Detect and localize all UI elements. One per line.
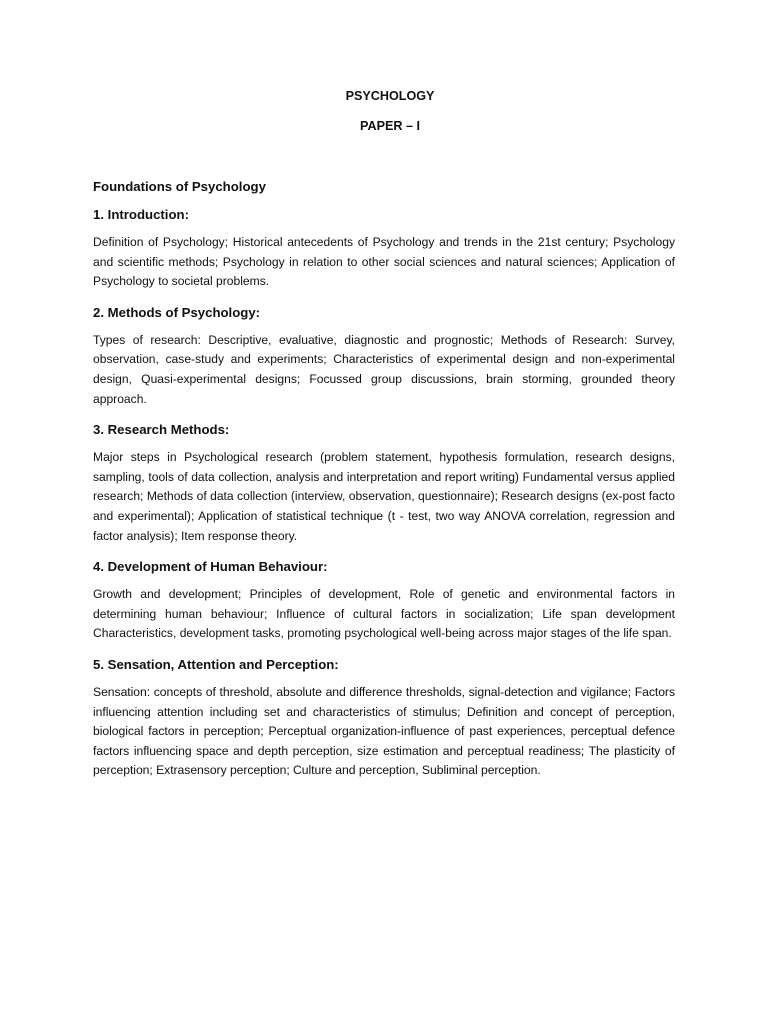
section-body-research-methods: Major steps in Psychological research (problem statement, hypothesis formulation, research designs, sampling, tools of data collection, analysis and interpretation and report writing) Fundamental versus applied research; Methods of data collection (interview, observation, questionnaire); Research designs (ex-post facto and experimental); Application of statistical technique (t - test, two way ANOVA correlation, regression and factor analysis); Item response theory. <box>93 450 675 543</box>
document-title: PSYCHOLOGY <box>345 89 435 103</box>
document-subtitle: PAPER – I <box>360 119 420 133</box>
part-heading: Foundations of Psychology <box>93 179 266 194</box>
document-page <box>93 87 675 793</box>
section-body-introduction: Definition of Psychology; Historical antecedents of Psychology and trends in the 21st century; Psychology and scientific methods; Psychology in relation to other social sciences and natural sciences; Application of Psychology to societal problems. <box>93 235 675 289</box>
section-heading-introduction: 1. Introduction: <box>93 207 189 222</box>
section-body-methods: Types of research: Descriptive, evaluative, diagnostic and prognostic; Methods of Research: Survey, observation, case-study and experiments; Characteristics of experimental design and non-experimental design, Quasi-experimental designs; Focussed group discussions, brain storming, grounded theory approach. <box>93 332 675 406</box>
section-heading-research-methods: 3. Research Methods: <box>93 422 230 438</box>
section-heading-methods: 2. Methods of Psychology: <box>93 304 261 320</box>
section-body-development: Growth and development; Principles of development, Role of genetic and environmental factors in determining human behaviour; Influence of cultural factors in socialization; Life span development Characteristics, development tasks, promoting psychological well-being across major stages of the life span. <box>93 587 675 641</box>
section-body-sensation: Sensation: concepts of threshold, absolute and difference thresholds, signal-detection and vigilance; Factors influencing attention including set and characteristics of stimulus; Definition and concept of perception, biological factors in perception; Perceptual organization-influence of past experiences, perceptual defence factors influencing space and depth perception, size estimation and perceptual readiness; The plasticity of perception; Extrasensory perception; Culture and perception, Subliminal perception. <box>93 684 675 778</box>
section-heading-development: 4. Development of Human Behaviour: <box>93 559 328 575</box>
section-heading-sensation: 5. Sensation, Attention and Perception: <box>93 656 339 672</box>
